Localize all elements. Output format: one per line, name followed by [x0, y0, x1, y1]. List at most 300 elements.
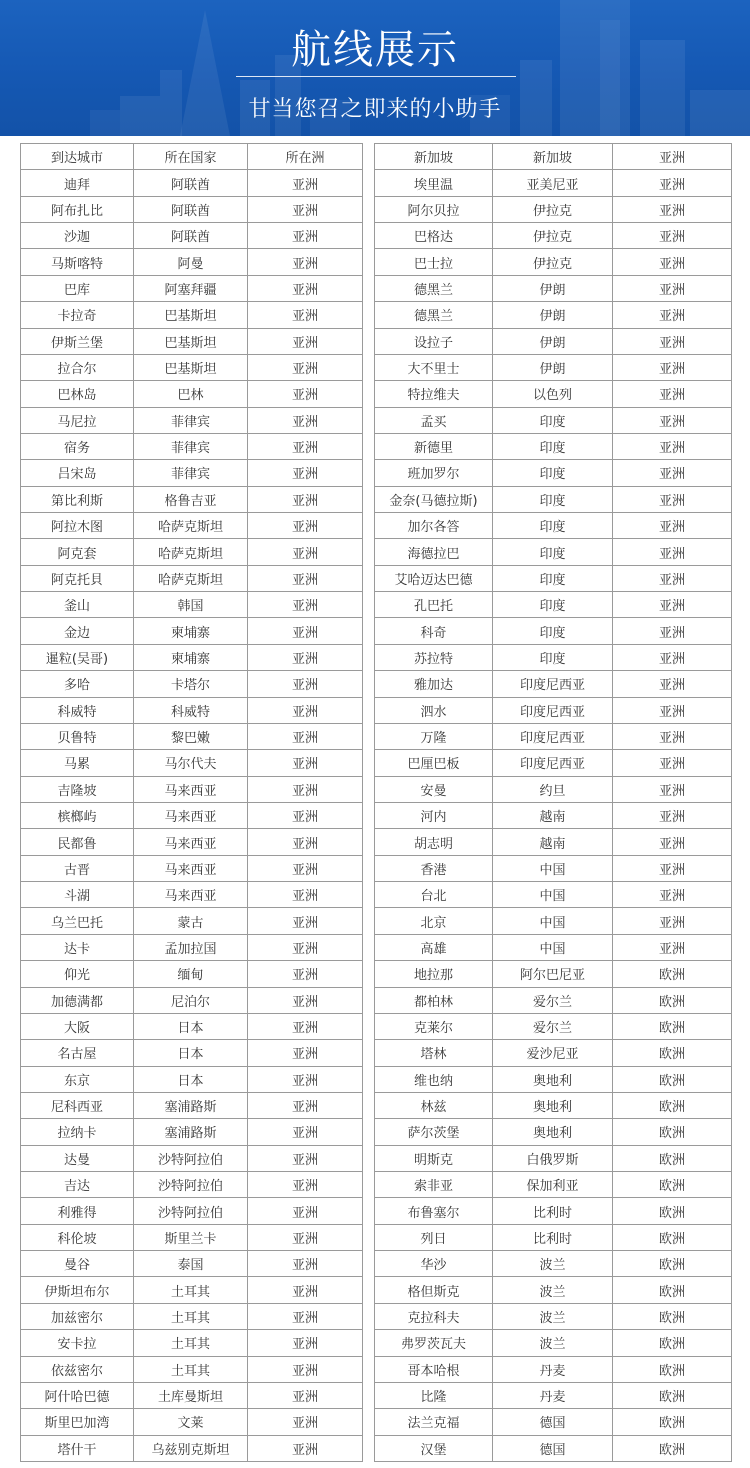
- country-cell: 哈萨克斯坦: [134, 565, 248, 591]
- table-row: [375, 275, 732, 301]
- continent-cell: 欧洲: [613, 1040, 732, 1066]
- table-row: [375, 723, 732, 749]
- city-cell: 达卡: [21, 934, 134, 960]
- continent-cell: 亚洲: [248, 223, 363, 249]
- table-row: [375, 381, 732, 407]
- country-cell: 柬埔寨: [134, 644, 248, 670]
- city-cell: 金奈(马德拉斯): [375, 486, 493, 512]
- page-title: 航线展示: [291, 27, 459, 73]
- table-row: [21, 407, 363, 433]
- continent-cell: 欧洲: [613, 1145, 732, 1171]
- continent-cell: 亚洲: [613, 750, 732, 776]
- continent-cell: 亚洲: [613, 381, 732, 407]
- city-cell: 卡拉奇: [21, 302, 134, 328]
- country-cell: 格鲁吉亚: [134, 486, 248, 512]
- table-row: [375, 592, 732, 618]
- country-cell: 波兰: [493, 1251, 613, 1277]
- header-banner: [0, 0, 750, 136]
- table-row: [375, 170, 732, 196]
- page-subtitle: 甘当您召之即来的小助手: [248, 97, 502, 122]
- table-row: [21, 513, 363, 539]
- table-row: [375, 908, 732, 934]
- city-cell: 班加罗尔: [375, 460, 493, 486]
- continent-cell: 亚洲: [248, 934, 363, 960]
- city-cell: 马斯喀特: [21, 249, 134, 275]
- country-cell: 中国: [493, 855, 613, 881]
- country-cell: 塞浦路斯: [134, 1119, 248, 1145]
- country-cell: 丹麦: [493, 1382, 613, 1408]
- city-cell: 仰光: [21, 961, 134, 987]
- table-row: [375, 1013, 732, 1039]
- country-cell: 印度: [493, 460, 613, 486]
- continent-cell: 亚洲: [248, 1198, 363, 1224]
- continent-cell: 亚洲: [248, 723, 363, 749]
- table-row: [375, 644, 732, 670]
- table-row: [21, 1251, 363, 1277]
- continent-cell: 亚洲: [613, 671, 732, 697]
- country-cell: 柬埔寨: [134, 618, 248, 644]
- city-cell: 达曼: [21, 1145, 134, 1171]
- continent-cell: 亚洲: [248, 697, 363, 723]
- city-cell: 阿克托貝: [21, 565, 134, 591]
- table-row: [375, 1356, 732, 1382]
- country-cell: 泰国: [134, 1251, 248, 1277]
- continent-cell: 亚洲: [248, 1013, 363, 1039]
- table-row: [21, 275, 363, 301]
- country-cell: 伊朗: [493, 328, 613, 354]
- continent-cell: 亚洲: [613, 433, 732, 459]
- continent-cell: 亚洲: [248, 486, 363, 512]
- country-cell: 日本: [134, 1013, 248, 1039]
- city-cell: 拉合尔: [21, 354, 134, 380]
- country-cell: 爱沙尼亚: [493, 1040, 613, 1066]
- continent-cell: 欧洲: [613, 1119, 732, 1145]
- city-cell: 名古屋: [21, 1040, 134, 1066]
- city-cell: 利雅得: [21, 1198, 134, 1224]
- city-cell: 香港: [375, 855, 493, 881]
- table-row: [375, 223, 732, 249]
- country-cell: 比利时: [493, 1198, 613, 1224]
- table-row: [375, 750, 732, 776]
- table-row: [375, 855, 732, 881]
- city-cell: 都柏林: [375, 987, 493, 1013]
- city-cell: 加兹密尔: [21, 1303, 134, 1329]
- continent-cell: 欧洲: [613, 1303, 732, 1329]
- table-row: [375, 697, 732, 723]
- table-row: [21, 882, 363, 908]
- country-cell: 越南: [493, 802, 613, 828]
- continent-cell: 亚洲: [248, 829, 363, 855]
- country-cell: 土耳其: [134, 1303, 248, 1329]
- continent-cell: 亚洲: [248, 249, 363, 275]
- continent-cell: 亚洲: [248, 618, 363, 644]
- table-row: [21, 249, 363, 275]
- table-row: [375, 1172, 732, 1198]
- country-cell: 阿联酋: [134, 223, 248, 249]
- table-row: [21, 644, 363, 670]
- country-cell: 印度尼西亚: [493, 723, 613, 749]
- continent-cell: 亚洲: [248, 802, 363, 828]
- continent-cell: 亚洲: [248, 1145, 363, 1171]
- country-cell: 阿塞拜疆: [134, 275, 248, 301]
- city-cell: 宿务: [21, 433, 134, 459]
- table-row: [375, 1198, 732, 1224]
- table-row: [21, 592, 363, 618]
- continent-cell: 亚洲: [248, 1119, 363, 1145]
- city-cell: 阿尔贝拉: [375, 196, 493, 222]
- continent-cell: 亚洲: [248, 1040, 363, 1066]
- table-row: [21, 1303, 363, 1329]
- city-cell: 沙迦: [21, 223, 134, 249]
- city-cell: 安曼: [375, 776, 493, 802]
- table-row: [21, 1356, 363, 1382]
- city-cell: 古晋: [21, 855, 134, 881]
- table-row: [21, 776, 363, 802]
- city-cell: 高雄: [375, 934, 493, 960]
- country-cell: 阿尔巴尼亚: [493, 961, 613, 987]
- table-row: [21, 671, 363, 697]
- table-row: [21, 433, 363, 459]
- continent-cell: 亚洲: [613, 565, 732, 591]
- city-cell: 德黑兰: [375, 302, 493, 328]
- city-cell: 新德里: [375, 433, 493, 459]
- city-cell: 埃里温: [375, 170, 493, 196]
- continent-cell: 亚洲: [248, 513, 363, 539]
- country-cell: 土库曼斯坦: [134, 1382, 248, 1408]
- city-cell: 阿克套: [21, 539, 134, 565]
- city-cell: 维也纳: [375, 1066, 493, 1092]
- table-row: [375, 1303, 732, 1329]
- country-cell: 中国: [493, 934, 613, 960]
- continent-cell: 亚洲: [248, 381, 363, 407]
- table-row: [375, 1066, 732, 1092]
- table-row: [375, 987, 732, 1013]
- country-cell: 新加坡: [493, 144, 613, 170]
- table-row: [375, 1119, 732, 1145]
- table-row: [21, 802, 363, 828]
- table-row: [21, 328, 363, 354]
- continent-cell: 亚洲: [248, 1172, 363, 1198]
- country-cell: 奥地利: [493, 1119, 613, 1145]
- continent-cell: 亚洲: [613, 592, 732, 618]
- country-cell: 土耳其: [134, 1330, 248, 1356]
- city-cell: 德黑兰: [375, 275, 493, 301]
- country-cell: 比利时: [493, 1224, 613, 1250]
- continent-cell: 亚洲: [613, 697, 732, 723]
- city-cell: 塔林: [375, 1040, 493, 1066]
- continent-cell: 亚洲: [613, 302, 732, 328]
- table-row: [21, 618, 363, 644]
- city-cell: 格但斯克: [375, 1277, 493, 1303]
- country-cell: 所在国家: [134, 144, 248, 170]
- table-row: [21, 1330, 363, 1356]
- table-row: [375, 1224, 732, 1250]
- city-cell: 贝鲁特: [21, 723, 134, 749]
- city-cell: 大不里士: [375, 354, 493, 380]
- country-cell: 阿联酋: [134, 170, 248, 196]
- city-cell: 河内: [375, 802, 493, 828]
- continent-cell: 欧洲: [613, 1382, 732, 1408]
- table-row: [21, 539, 363, 565]
- country-cell: 以色列: [493, 381, 613, 407]
- continent-cell: 亚洲: [248, 354, 363, 380]
- city-cell: 巴库: [21, 275, 134, 301]
- table-row: [375, 1145, 732, 1171]
- country-cell: 卡塔尔: [134, 671, 248, 697]
- country-cell: 波兰: [493, 1277, 613, 1303]
- continent-cell: 欧洲: [613, 1092, 732, 1118]
- table-row: [375, 302, 732, 328]
- city-cell: 海德拉巴: [375, 539, 493, 565]
- country-cell: 马尔代夫: [134, 750, 248, 776]
- table-row: [375, 144, 732, 170]
- city-cell: 迪拜: [21, 170, 134, 196]
- table-row: [21, 961, 363, 987]
- city-cell: 特拉维夫: [375, 381, 493, 407]
- table-row: [375, 671, 732, 697]
- continent-cell: 欧洲: [613, 1198, 732, 1224]
- country-cell: 阿联酋: [134, 196, 248, 222]
- country-cell: 印度: [493, 433, 613, 459]
- city-cell: 艾哈迈达巴德: [375, 565, 493, 591]
- table-row: [375, 460, 732, 486]
- city-cell: 明斯克: [375, 1145, 493, 1171]
- city-cell: 伊斯坦布尔: [21, 1277, 134, 1303]
- continent-cell: 亚洲: [248, 302, 363, 328]
- continent-cell: 欧洲: [613, 1330, 732, 1356]
- continent-cell: 欧洲: [613, 1172, 732, 1198]
- continent-cell: 亚洲: [613, 855, 732, 881]
- city-cell: 克莱尔: [375, 1013, 493, 1039]
- city-cell: 尼科西亚: [21, 1092, 134, 1118]
- city-cell: 大阪: [21, 1013, 134, 1039]
- continent-cell: 亚洲: [248, 855, 363, 881]
- table-row: [21, 1119, 363, 1145]
- country-cell: 保加利亚: [493, 1172, 613, 1198]
- country-cell: 科威特: [134, 697, 248, 723]
- continent-cell: 亚洲: [248, 1251, 363, 1277]
- table-row: [21, 987, 363, 1013]
- city-cell: 马累: [21, 750, 134, 776]
- country-cell: 印度: [493, 539, 613, 565]
- continent-cell: 欧洲: [613, 1251, 732, 1277]
- continent-cell: 亚洲: [613, 882, 732, 908]
- continent-cell: 亚洲: [248, 671, 363, 697]
- country-cell: 马来西亚: [134, 829, 248, 855]
- table-row: [375, 1330, 732, 1356]
- country-cell: 孟加拉国: [134, 934, 248, 960]
- city-cell: 哥本哈根: [375, 1356, 493, 1382]
- city-cell: 暹粒(吴哥): [21, 644, 134, 670]
- country-cell: 印度: [493, 565, 613, 591]
- table-row: [375, 776, 732, 802]
- city-cell: 克拉科夫: [375, 1303, 493, 1329]
- country-cell: 约旦: [493, 776, 613, 802]
- table-row: [21, 170, 363, 196]
- continent-cell: 亚洲: [248, 433, 363, 459]
- continent-cell: 亚洲: [613, 144, 732, 170]
- continent-cell: 亚洲: [613, 618, 732, 644]
- continent-cell: 亚洲: [613, 829, 732, 855]
- country-cell: 日本: [134, 1066, 248, 1092]
- country-cell: 马来西亚: [134, 776, 248, 802]
- continent-cell: 亚洲: [613, 539, 732, 565]
- country-cell: 印度: [493, 592, 613, 618]
- country-cell: 印度: [493, 513, 613, 539]
- table-row: [375, 934, 732, 960]
- table-row: [21, 934, 363, 960]
- table-row: [375, 513, 732, 539]
- continent-cell: 亚洲: [613, 275, 732, 301]
- city-cell: 到达城市: [21, 144, 134, 170]
- city-cell: 科威特: [21, 697, 134, 723]
- country-cell: 中国: [493, 908, 613, 934]
- country-cell: 爱尔兰: [493, 1013, 613, 1039]
- country-cell: 伊朗: [493, 302, 613, 328]
- city-cell: 巴格达: [375, 223, 493, 249]
- city-cell: 斯里巴加湾: [21, 1409, 134, 1435]
- country-cell: 蒙古: [134, 908, 248, 934]
- city-cell: 塔什干: [21, 1435, 134, 1461]
- continent-cell: 亚洲: [248, 1066, 363, 1092]
- country-cell: 菲律宾: [134, 407, 248, 433]
- country-cell: 巴林: [134, 381, 248, 407]
- country-cell: 德国: [493, 1435, 613, 1461]
- city-cell: 科奇: [375, 618, 493, 644]
- country-cell: 伊拉克: [493, 196, 613, 222]
- continent-cell: 亚洲: [613, 407, 732, 433]
- country-cell: 日本: [134, 1040, 248, 1066]
- table-row: [375, 249, 732, 275]
- country-cell: 越南: [493, 829, 613, 855]
- city-cell: 北京: [375, 908, 493, 934]
- country-cell: 菲律宾: [134, 460, 248, 486]
- country-cell: 哈萨克斯坦: [134, 539, 248, 565]
- country-cell: 印度尼西亚: [493, 671, 613, 697]
- table-row: [21, 1435, 363, 1461]
- continent-cell: 亚洲: [613, 170, 732, 196]
- city-cell: 地拉那: [375, 961, 493, 987]
- table-row: [375, 961, 732, 987]
- country-cell: 德国: [493, 1409, 613, 1435]
- table-row: [21, 855, 363, 881]
- table-row: [21, 1198, 363, 1224]
- country-cell: 波兰: [493, 1303, 613, 1329]
- city-cell: 依兹密尔: [21, 1356, 134, 1382]
- route-table-right: [374, 143, 732, 1462]
- table-row: [375, 196, 732, 222]
- table-row: [375, 539, 732, 565]
- continent-cell: 欧洲: [613, 987, 732, 1013]
- country-cell: 波兰: [493, 1330, 613, 1356]
- continent-cell: 亚洲: [248, 1435, 363, 1461]
- country-cell: 土耳其: [134, 1277, 248, 1303]
- continent-cell: 亚洲: [248, 987, 363, 1013]
- table-row: [21, 565, 363, 591]
- country-cell: 白俄罗斯: [493, 1145, 613, 1171]
- city-cell: 泗水: [375, 697, 493, 723]
- continent-cell: 亚洲: [248, 407, 363, 433]
- continent-cell: 亚洲: [248, 196, 363, 222]
- table-row: [21, 1066, 363, 1092]
- continent-cell: 亚洲: [248, 328, 363, 354]
- table-row: [21, 1013, 363, 1039]
- table-row: [21, 223, 363, 249]
- continent-cell: 亚洲: [613, 460, 732, 486]
- route-table-left-body: [21, 144, 363, 1462]
- country-cell: 奥地利: [493, 1066, 613, 1092]
- country-cell: 沙特阿拉伯: [134, 1198, 248, 1224]
- city-cell: 布鲁塞尔: [375, 1198, 493, 1224]
- continent-cell: 欧洲: [613, 1435, 732, 1461]
- city-cell: 东京: [21, 1066, 134, 1092]
- continent-cell: 亚洲: [248, 539, 363, 565]
- city-cell: 吉达: [21, 1172, 134, 1198]
- city-cell: 吉隆坡: [21, 776, 134, 802]
- city-cell: 法兰克福: [375, 1409, 493, 1435]
- continent-cell: 亚洲: [613, 196, 732, 222]
- city-cell: 加尔各答: [375, 513, 493, 539]
- country-cell: 巴基斯坦: [134, 328, 248, 354]
- table-row: [375, 882, 732, 908]
- continent-cell: 亚洲: [248, 776, 363, 802]
- table-row: [21, 1092, 363, 1118]
- table-row: [21, 354, 363, 380]
- city-cell: 设拉子: [375, 328, 493, 354]
- country-cell: 奥地利: [493, 1092, 613, 1118]
- country-cell: 沙特阿拉伯: [134, 1145, 248, 1171]
- continent-cell: 亚洲: [613, 513, 732, 539]
- city-cell: 民都鲁: [21, 829, 134, 855]
- country-cell: 尼泊尔: [134, 987, 248, 1013]
- city-cell: 马尼拉: [21, 407, 134, 433]
- country-cell: 印度: [493, 407, 613, 433]
- table-header-row: [21, 144, 363, 170]
- table-row: [375, 328, 732, 354]
- country-cell: 缅甸: [134, 961, 248, 987]
- table-row: [375, 618, 732, 644]
- country-cell: 沙特阿拉伯: [134, 1172, 248, 1198]
- country-cell: 亚美尼亚: [493, 170, 613, 196]
- continent-cell: 亚洲: [248, 908, 363, 934]
- table-row: [21, 697, 363, 723]
- continent-cell: 亚洲: [248, 460, 363, 486]
- country-cell: 伊朗: [493, 275, 613, 301]
- country-cell: 哈萨克斯坦: [134, 513, 248, 539]
- continent-cell: 亚洲: [248, 750, 363, 776]
- city-cell: 阿布扎比: [21, 196, 134, 222]
- continent-cell: 欧洲: [613, 1224, 732, 1250]
- country-cell: 印度尼西亚: [493, 750, 613, 776]
- city-cell: 多哈: [21, 671, 134, 697]
- city-cell: 台北: [375, 882, 493, 908]
- continent-cell: 亚洲: [613, 644, 732, 670]
- country-cell: 伊朗: [493, 354, 613, 380]
- continent-cell: 亚洲: [248, 275, 363, 301]
- country-cell: 印度尼西亚: [493, 697, 613, 723]
- continent-cell: 亚洲: [613, 354, 732, 380]
- city-cell: 弗罗茨瓦夫: [375, 1330, 493, 1356]
- country-cell: 乌兹别克斯坦: [134, 1435, 248, 1461]
- country-cell: 伊拉克: [493, 249, 613, 275]
- table-row: [375, 354, 732, 380]
- country-cell: 塞浦路斯: [134, 1092, 248, 1118]
- continent-cell: 亚洲: [248, 1277, 363, 1303]
- table-row: [21, 908, 363, 934]
- continent-cell: 所在洲: [248, 144, 363, 170]
- continent-cell: 亚洲: [248, 1303, 363, 1329]
- table-row: [21, 302, 363, 328]
